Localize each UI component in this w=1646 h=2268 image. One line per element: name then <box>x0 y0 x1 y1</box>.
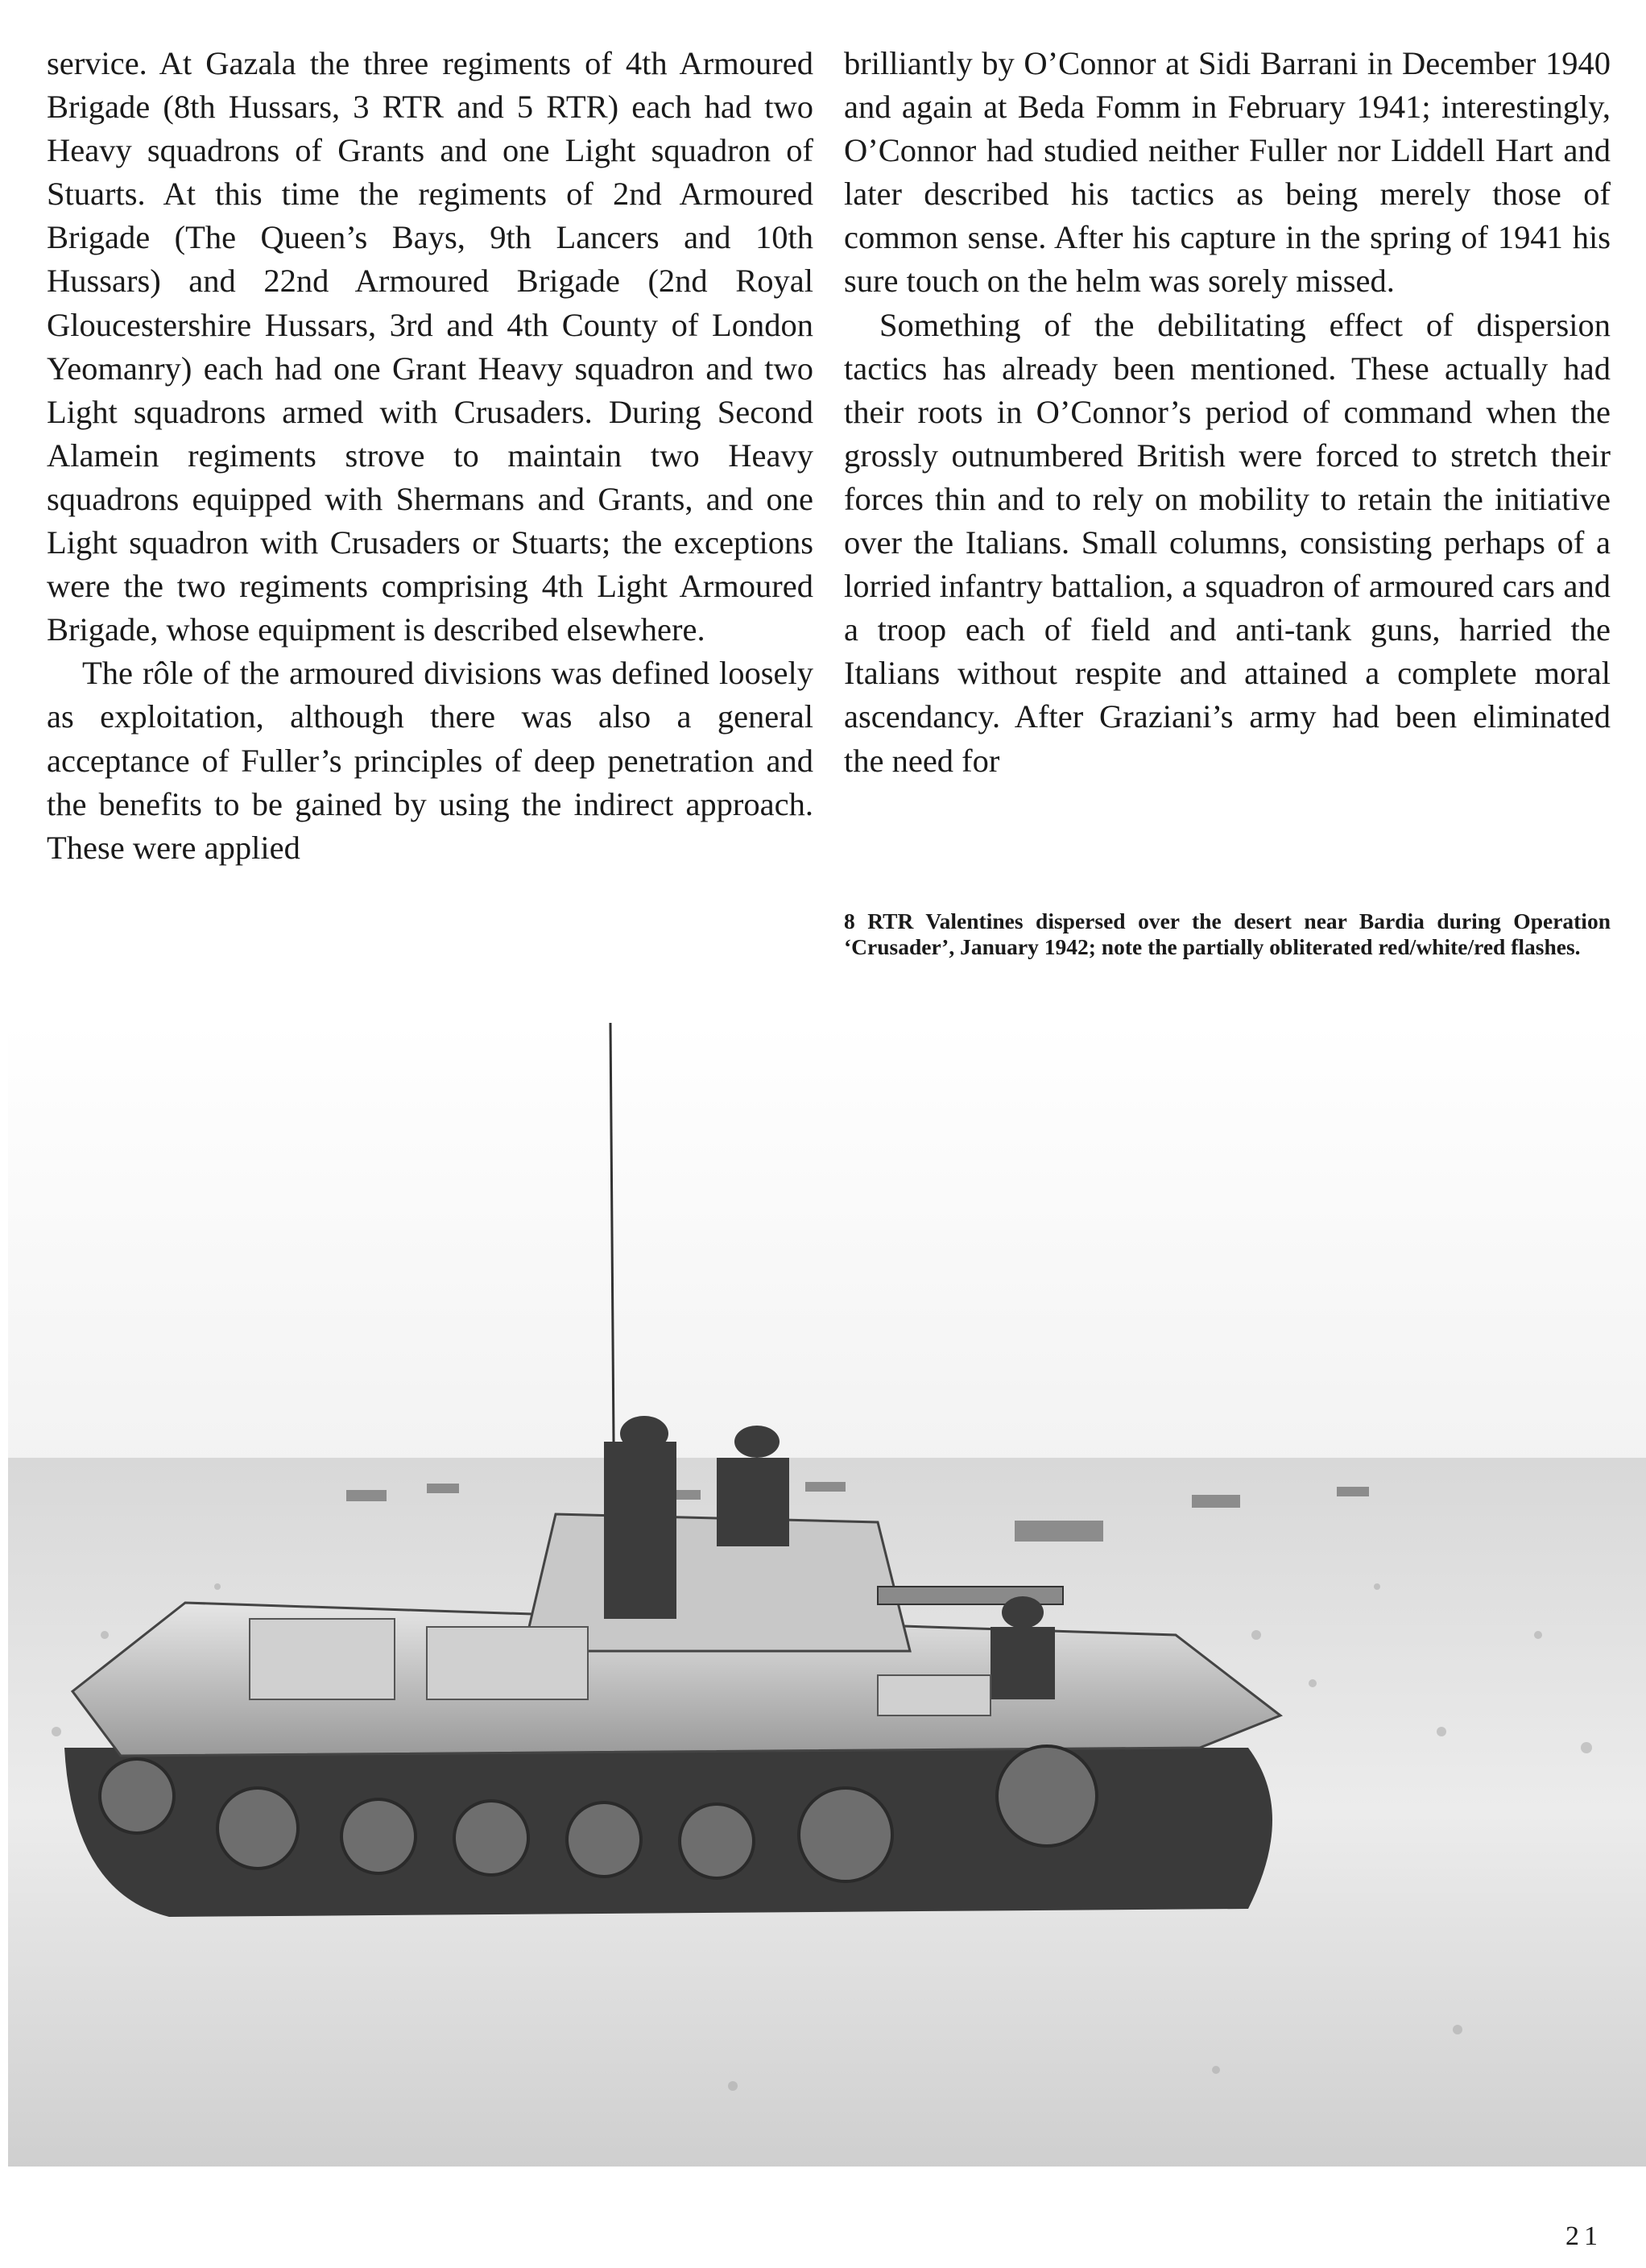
left-text-column <box>47 42 813 870</box>
page-number: 21 <box>1565 2221 1603 2251</box>
body-paragraph: Something of the debilitating effect of dispersion tactics has already been mentioned. These actually had their roots in O’Connor’s period of command when the grossly outnumbered British were forced to stretch their forces thin and to rely on mobility to retain the initiative over the Italians. Small columns, consisting perhaps of a lorried infantry battalion, a squadron of armoured cars and a troop each of field and anti-tank guns, harried the Italians without respite and attained a complete moral ascendancy. After Graziani’s army had been eliminated the need for <box>844 306 1611 779</box>
right-text-column <box>844 42 1611 783</box>
tank-photo-illustration <box>8 1023 1646 2167</box>
photo-caption: 8 RTR Valentines dispersed over the desert near Bardia during Operation ‘Crusader’, January 1942; note the partially obliterated red/white/red flashes. <box>844 908 1611 959</box>
body-paragraph: brilliantly by O’Connor at Sidi Barrani in December 1940 and again at Beda Fomm in February 1941; interestingly, O’Connor had studied neither Fuller nor Liddell Hart and later described his tactics as being merely those of common sense. After his capture in the spring of 1941 his sure touch on the helm was sorely missed. <box>844 45 1611 300</box>
tank-photograph <box>8 1023 1646 2167</box>
body-paragraph: service. At Gazala the three regiments of 4th Armoured Brigade (8th Hussars, 3 RTR and 5 RTR) each had two Heavy squadrons of Grants and one Light squadron of Stuarts. At this time the regiments of 2nd Armoured Brigade (The Queen’s Bays, 9th Lancers and 10th Hussars) and 22nd Armoured Brigade (2nd Royal Gloucestershire Hussars, 3rd and 4th County of London Yeomanry) each had one Grant Heavy squadron and two Light squadrons armed with Crusaders. During Second Alamein regiments strove to maintain two Heavy squadrons equipped with Shermans and Grants, and one Light squadron with Crusaders or Stuarts; the exceptions were the two regiments comprising 4th Light Armoured Brigade, whose equipment is described elsewhere. <box>47 45 813 648</box>
body-paragraph: The rôle of the armoured divisions was defined loosely as exploitation, although there was also a general acceptance of Fuller’s principles of deep penetration and the benefits to be gained by using the indirect approach. These were applied <box>47 655 813 866</box>
